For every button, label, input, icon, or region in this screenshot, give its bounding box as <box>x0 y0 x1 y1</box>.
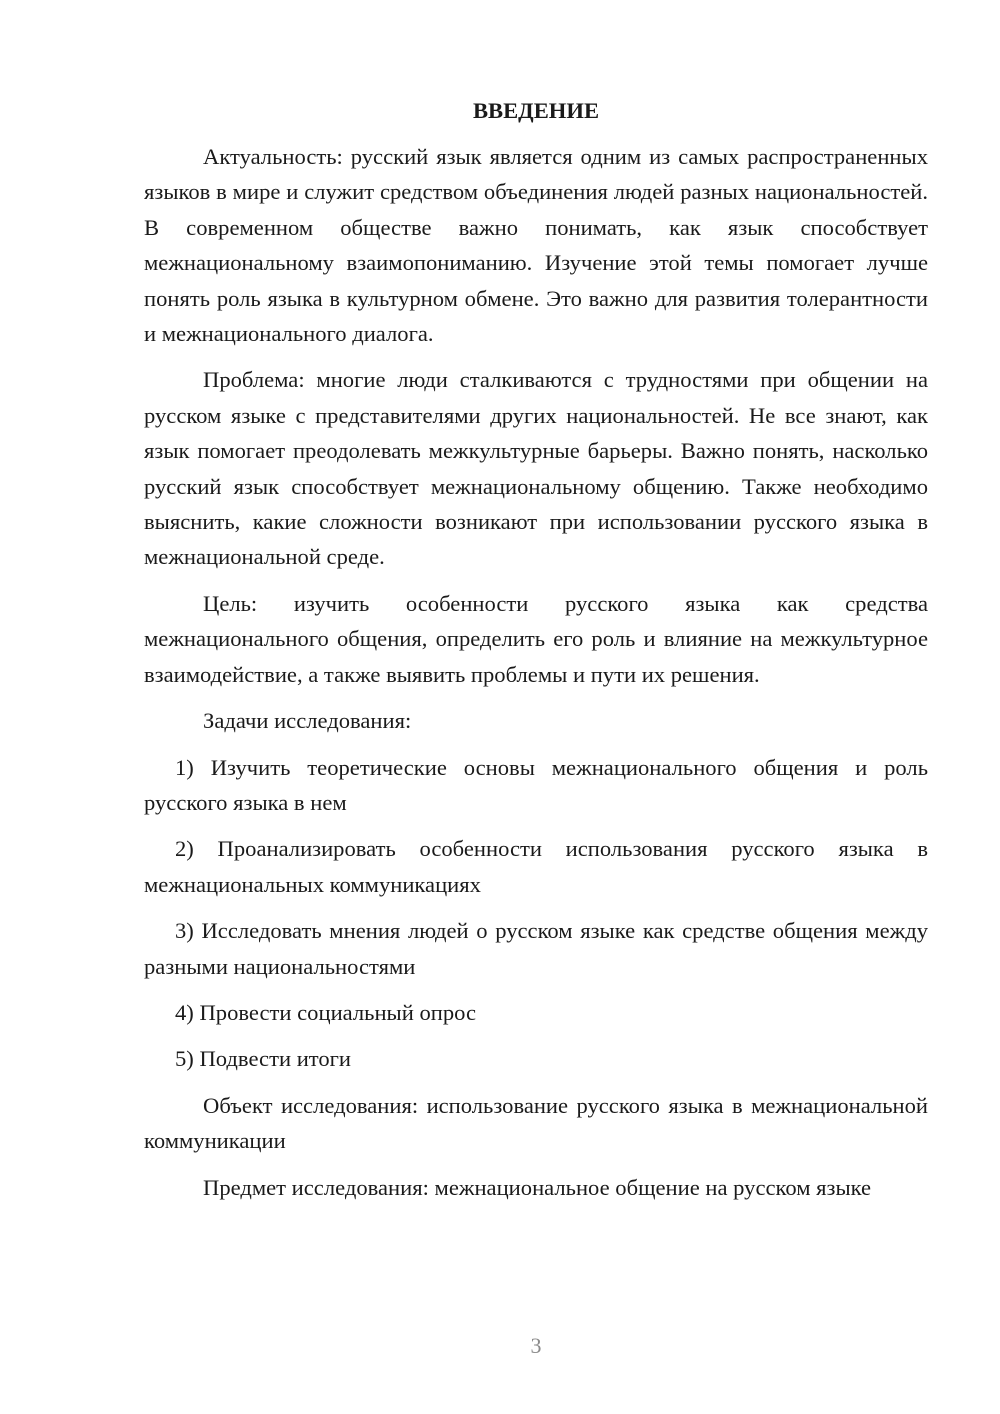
task-item-2: 2) Проанализировать особенности использования русского языка в межнациональных коммуникациях <box>144 836 928 897</box>
task-item-5: 5) Подвести итоги <box>175 1046 352 1072</box>
paragraph-research-subject: Предмет исследования: межнациональное общение на русском языке <box>203 1174 872 1200</box>
task-item-1: 1) Изучить теоретические основы межнационального общения и роль русского языка в нем <box>144 754 928 815</box>
paragraph-goal: Цель: изучить особенности русского языка как средства межнационального общения, определить его роль и влияние на межкультурное взаимодействие, а также выявить проблемы и пути их решения. <box>144 590 928 687</box>
task-item-3: 3) Исследовать мнения людей о русском языке как средстве общения между разными национальностями <box>144 918 928 979</box>
paragraph-tasks-heading: Задачи исследования: <box>203 708 412 734</box>
task-item-4: 4) Провести социальный опрос <box>175 999 477 1025</box>
page-number: 3 <box>530 1333 542 1358</box>
page-title: ВВЕДЕНИЕ <box>472 98 600 123</box>
paragraph-relevance: Актуальность: русский язык является одним из самых распространенных языков в мире и служит средством объединения людей разных национальностей. В современном обществе важно понимать, как язык способствует межнациональному взаимопониманию. Изучение этой темы помогает лучше понять роль языка в культурном обмене. Это важно для развития толерантности и межнационального диалога. <box>144 144 928 347</box>
paragraph-problem: Проблема: многие люди сталкиваются с трудностями при общении на русском языке с представителями других национальностей. Не все знают, как язык помогает преодолевать межкультурные барьеры. Важно понять, насколько русский язык способствует межнациональному общению. Также необходимо выяснить, какие сложности возникают при использовании русского языка в межнациональной среде. <box>144 367 928 570</box>
paragraph-research-object: Объект исследования: использование русского языка в межнациональной коммуникации <box>144 1092 928 1154</box>
page-content <box>144 93 928 1216</box>
